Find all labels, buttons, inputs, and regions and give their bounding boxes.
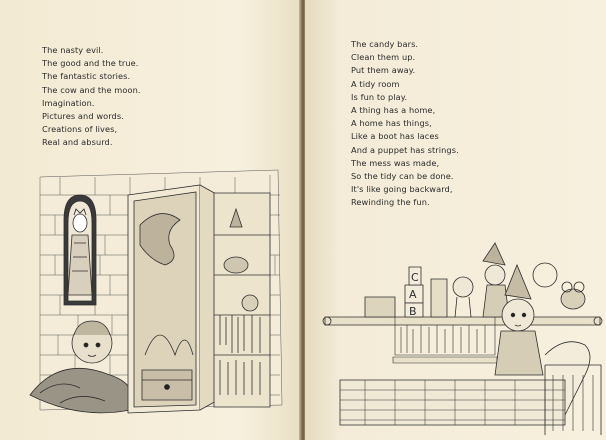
right-page [305, 0, 606, 440]
verse-line: Clean them up. [351, 52, 416, 63]
verse-line: The nasty evil. [42, 45, 104, 55]
castle-wall-wardrobe-illustration [0, 165, 301, 440]
verse-line: The candy bars. [351, 39, 419, 49]
verse-line: A thing has a home, [351, 105, 436, 116]
tidy-bedroom-illustration [305, 235, 606, 440]
verse-line: The good and the true. [42, 58, 139, 69]
verse-line: Is fun to play. [351, 91, 408, 102]
verse-line: It's like going backward, [351, 184, 453, 195]
verse-line: The fantastic stories. [42, 71, 131, 82]
verse-line: So the tidy can be done. [351, 171, 454, 182]
verse-line: Real and absurd. [42, 137, 113, 148]
verse-line: Pictures and words. [42, 111, 124, 122]
arched-window [64, 195, 96, 305]
verse-line: Rewinding the fun. [351, 197, 430, 208]
verse-line: Imagination. [42, 97, 95, 108]
block-letter: B [409, 305, 417, 318]
verse-line: Put them away. [351, 65, 416, 76]
shelf-toys [365, 243, 585, 317]
verse-line: The cow and the moon. [42, 84, 141, 95]
left-page [0, 0, 301, 440]
letter-blocks [405, 267, 447, 318]
wall-shelf [323, 317, 602, 325]
verse-line: And a puppet has strings. [351, 144, 459, 155]
block-letter: C [411, 271, 419, 284]
bed [340, 342, 601, 435]
bookshelf [214, 193, 270, 407]
left-verse [42, 44, 141, 150]
block-letter: A [409, 288, 417, 301]
verse-line: A tidy room [351, 78, 400, 89]
verse-line: A home has things, [351, 118, 432, 129]
verse-line: Creations of lives, [42, 124, 118, 135]
verse-line: Like a boot has laces [351, 131, 439, 142]
verse-line: The mess was made, [351, 157, 440, 168]
wardrobe [128, 185, 218, 413]
right-verse [351, 38, 459, 210]
